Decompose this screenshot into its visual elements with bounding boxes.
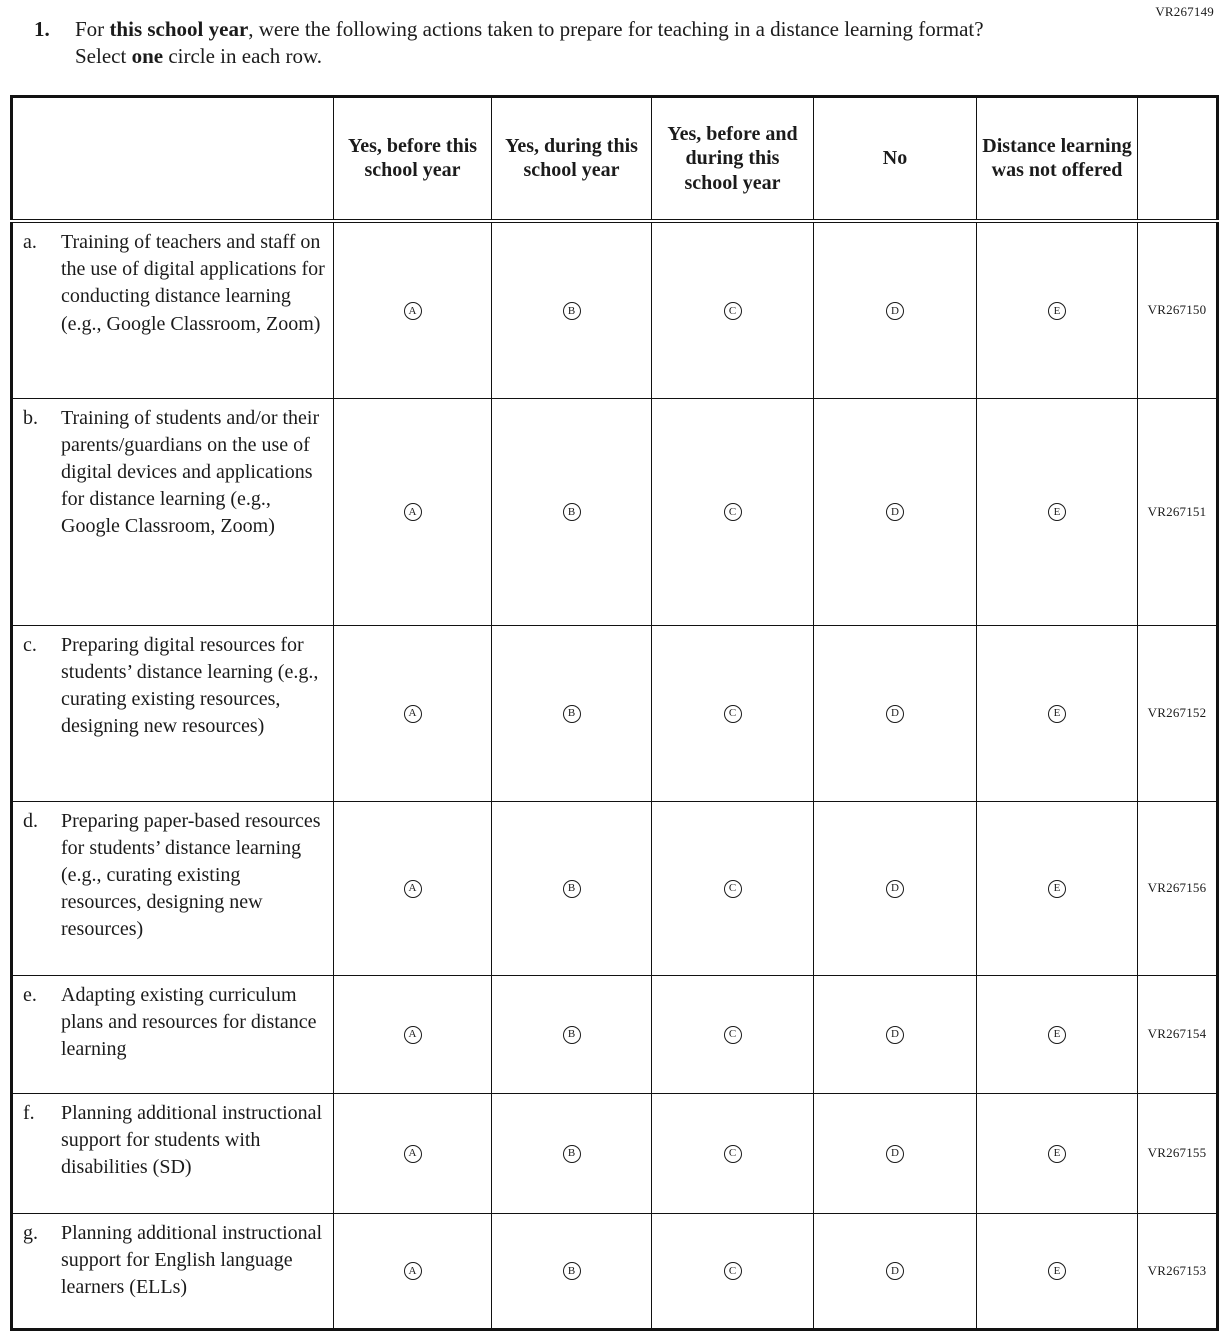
question-text-part: , were the following actions taken to prepare for teaching in a distance learning format? Select [75,17,984,69]
option-circle-d[interactable]: D [886,1262,904,1280]
row-code-cell [1138,975,1218,1093]
option-circle-d[interactable]: D [886,1145,904,1163]
option-cell-b [492,398,652,625]
row-letter: g. [23,1221,38,1244]
option-cell-a [334,398,492,625]
option-cell-d [814,801,977,975]
option-circle-b[interactable]: B [563,302,581,320]
option-cell-c [652,975,814,1093]
table-row [12,398,1218,625]
row-stub-cell [12,1213,334,1329]
option-cell-c [652,221,814,398]
code-header-cell [1138,96,1218,221]
option-cell-c [652,1213,814,1329]
table-row [12,801,1218,975]
option-circle-b[interactable]: B [563,1262,581,1280]
option-cell-e [977,975,1138,1093]
table-row [12,625,1218,801]
option-cell-c [652,625,814,801]
option-circle-d[interactable]: D [886,705,904,723]
question-text-bold: this school year [109,17,249,41]
option-circle-a[interactable]: A [404,1026,422,1044]
question-text-part: circle in each row. [163,44,323,69]
option-cell-b [492,1213,652,1329]
option-cell-e [977,801,1138,975]
row-code: VR267150 [1147,302,1207,318]
option-cell-a [334,975,492,1093]
row-letter: f. [23,1101,35,1124]
option-circle-a[interactable]: A [404,503,422,521]
option-circle-a[interactable]: A [404,1262,422,1280]
option-circle-b[interactable]: B [563,1026,581,1044]
question-text-bold: one [131,44,164,69]
option-circle-b[interactable]: B [563,880,581,898]
row-text: Preparing paper-based resources for students’ distance learning (e.g., curating existing resources, designing new resources) [61,809,321,941]
option-cell-e [977,625,1138,801]
option-cell-a [334,1093,492,1213]
table-row [12,1093,1218,1213]
row-code: VR267155 [1147,1145,1207,1161]
row-code-cell [1138,398,1218,625]
option-cell-a [334,221,492,398]
option-cell-b [492,1093,652,1213]
option-circle-e[interactable]: E [1048,302,1066,320]
row-code: VR267153 [1147,1262,1207,1278]
question-text [75,16,1025,71]
option-circle-e[interactable]: E [1048,1262,1066,1280]
row-stub-cell [12,975,334,1093]
option-cell-d [814,221,977,398]
page-code: VR267149 [1155,4,1214,19]
option-cell-a [334,625,492,801]
option-cell-e [977,1093,1138,1213]
option-circle-a[interactable]: A [404,1145,422,1163]
row-code: VR267156 [1147,880,1207,896]
row-stub-cell [12,801,334,975]
option-circle-a[interactable]: A [404,705,422,723]
option-cell-e [977,221,1138,398]
option-circle-c[interactable]: C [724,880,742,898]
option-circle-c[interactable]: C [724,1145,742,1163]
row-code: VR267152 [1147,705,1207,721]
option-cell-d [814,1213,977,1329]
row-code-cell [1138,625,1218,801]
option-circle-e[interactable]: E [1048,503,1066,521]
row-letter: e. [23,983,37,1006]
answer-table-body [12,221,1218,1329]
row-letter: b. [23,406,38,429]
row-code: VR267151 [1147,503,1207,519]
option-cell-a [334,801,492,975]
row-letter: d. [23,809,38,832]
column-header-yes-during: Yes, during this school year [492,96,652,221]
option-circle-d[interactable]: D [886,503,904,521]
option-cell-a [334,1213,492,1329]
question-1 [34,16,1186,71]
option-cell-b [492,625,652,801]
option-circle-b[interactable]: B [563,705,581,723]
option-circle-e[interactable]: E [1048,705,1066,723]
option-cell-d [814,398,977,625]
column-header-yes-before: Yes, before this school year [334,96,492,221]
response-grid-header [12,96,1218,221]
option-cell-d [814,975,977,1093]
row-text: Training of teachers and staff on the use of digital applications for conducting distance learning (e.g., Google Classroom, Zoom) [61,231,325,335]
option-circle-c[interactable]: C [724,302,742,320]
column-header-no: No [814,96,977,221]
option-cell-c [652,801,814,975]
option-circle-c[interactable]: C [724,1262,742,1280]
option-circle-a[interactable]: A [404,880,422,898]
row-text: Preparing digital resources for students’ distance learning (e.g., curating existing resources, designing new resources) [61,633,319,738]
table-row [12,1213,1218,1329]
row-text: Training of students and/or their parents/guardians on the use of digital devices and applications for distance learning (e.g., Google Classroom, Zoom) [61,406,320,538]
header-row [12,96,1218,221]
option-circle-b[interactable]: B [563,1145,581,1163]
option-circle-e[interactable]: E [1048,880,1066,898]
row-text: Planning additional instructional support for students with disabilities (SD) [61,1101,323,1178]
column-header-not-offered: Distance learning was not offered [977,96,1138,221]
row-letter: c. [23,633,37,656]
option-cell-b [492,221,652,398]
option-cell-b [492,801,652,975]
option-cell-e [977,398,1138,625]
option-cell-e [977,1213,1138,1329]
option-cell-b [492,975,652,1093]
row-code: VR267154 [1147,1026,1207,1042]
option-circle-d[interactable]: D [886,302,904,320]
option-circle-c[interactable]: C [724,705,742,723]
option-cell-c [652,1093,814,1213]
row-letter: a. [23,231,37,254]
option-circle-e[interactable]: E [1048,1026,1066,1044]
option-circle-e[interactable]: E [1048,1145,1066,1163]
row-stub-cell [12,221,334,398]
stub-header-cell [12,96,334,221]
table-row [12,221,1218,398]
question-text-part: For [75,17,110,41]
table-row [12,975,1218,1093]
option-cell-d [814,625,977,801]
column-header-yes-before-and-during: Yes, before and during this school year [652,96,814,221]
row-stub-cell [12,625,334,801]
response-grid [10,95,1219,1331]
row-stub-cell [12,398,334,625]
row-code-cell [1138,1213,1218,1329]
row-code-cell [1138,1093,1218,1213]
row-text: Adapting existing curriculum plans and resources for distance learning [61,983,317,1060]
row-code-cell [1138,221,1218,398]
question-number: 1. [34,17,50,41]
option-cell-c [652,398,814,625]
option-circle-b[interactable]: B [563,503,581,521]
row-text: Planning additional instructional support for English language learners (ELLs) [61,1221,323,1298]
option-circle-d[interactable]: D [886,880,904,898]
option-circle-c[interactable]: C [724,1026,742,1044]
option-circle-c[interactable]: C [724,503,742,521]
row-code-cell [1138,801,1218,975]
option-circle-d[interactable]: D [886,1026,904,1044]
row-stub-cell [12,1093,334,1213]
option-circle-a[interactable]: A [404,302,422,320]
option-cell-d [814,1093,977,1213]
